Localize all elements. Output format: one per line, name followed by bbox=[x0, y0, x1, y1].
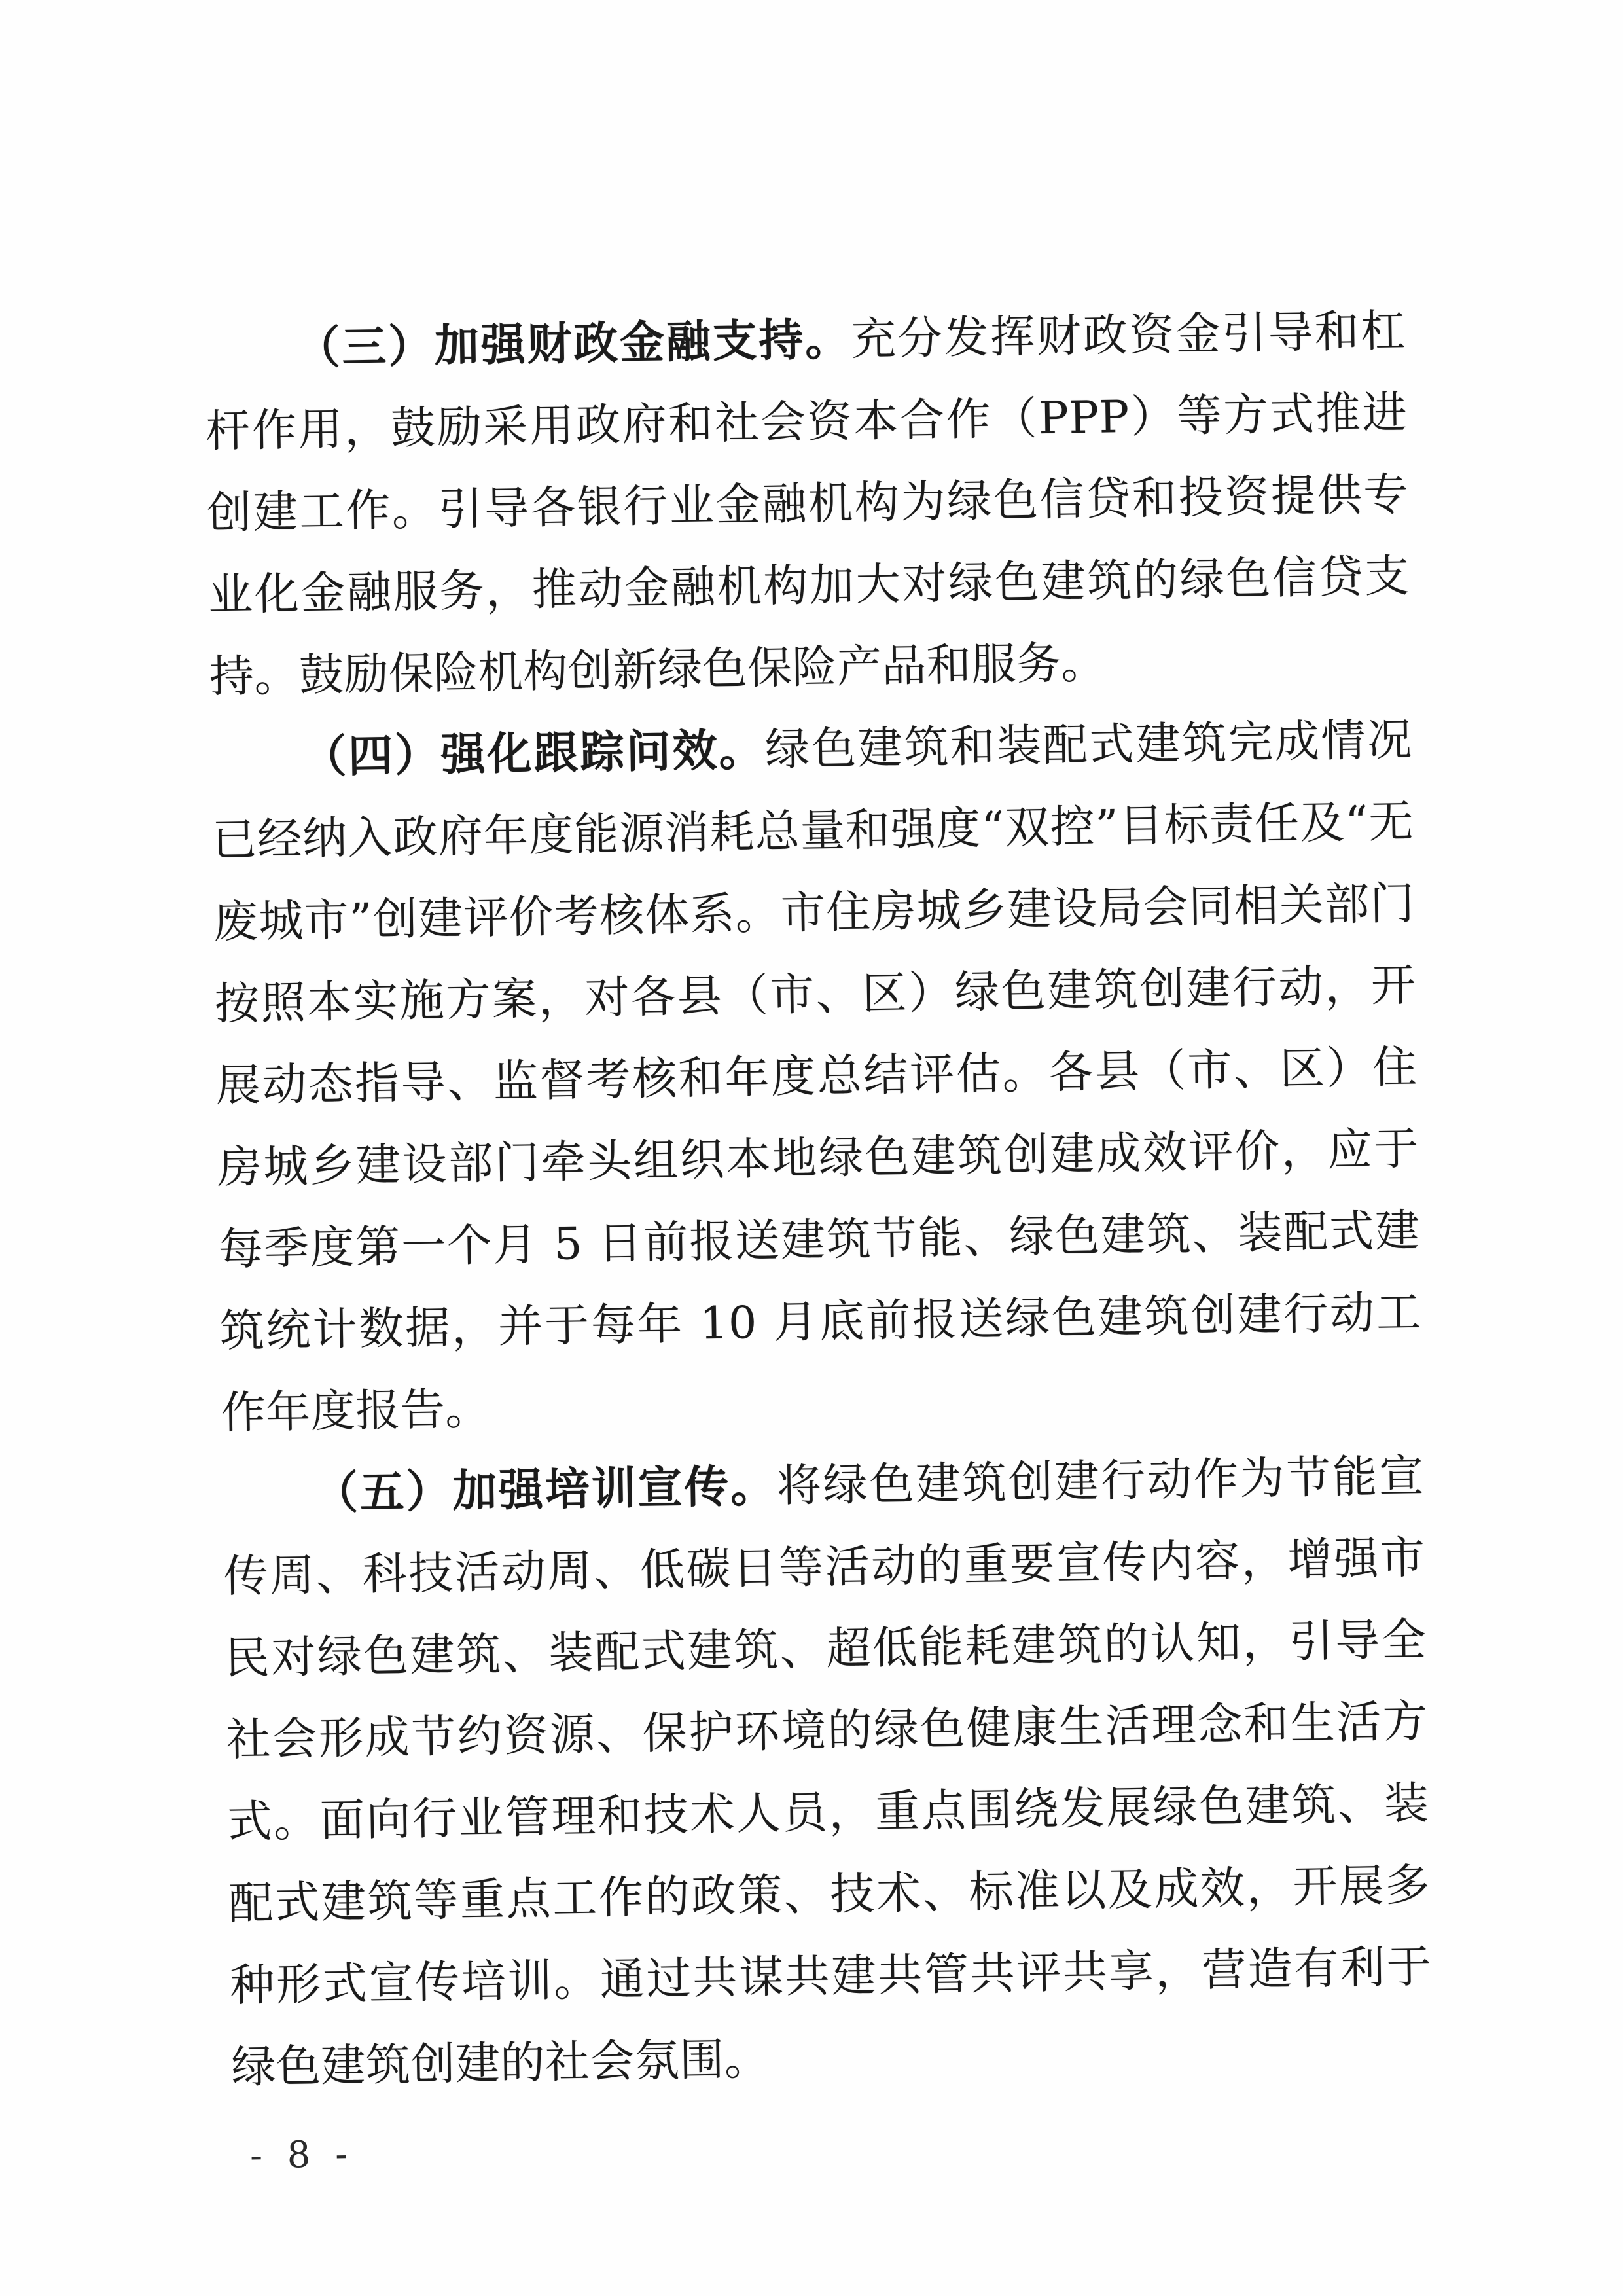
paragraph bbox=[222, 1435, 1433, 2109]
paragraph-lead: （四）强化跟踪问效。 bbox=[301, 723, 766, 783]
paragraph-body: 充分发挥财政资金引导和杠杆作用，鼓励采用政府和社会资本合作（PPP）等方式推进创建工作。引导各银行业金融机构为绿色信贷和投资提供专业化金融服务，推动金融机构加大对绿色建筑的绿色信贷支持。鼓励保险机构创新绿色保险产品和服务。 bbox=[205, 305, 1410, 704]
paragraph-body: 绿色建筑和装配式建筑完成情况已经纳入政府年度能源消耗总量和强度“双控”目标责任及“无废城市”创建评价考核体系。市住房城乡建设局会同相关部门按照本实施方案，对各县（市、区）绿色建筑创建行动，开展动态指导、监督考核和年度总结评估。各县（市、区）住房城乡建设部门牵头组织本地绿色建筑创建成效评价，应于每季度第一个月 5 日前报送建筑节能、绿色建筑、装配式建筑统计数据，并于每年 10 月底前报送绿色建筑创建行动工作年度报告。 bbox=[211, 714, 1422, 1439]
paragraph-lead: （五）加强培训宣传。 bbox=[313, 1460, 777, 1520]
paragraph bbox=[210, 699, 1423, 1454]
page-number: - 8 - bbox=[249, 2132, 355, 2178]
paragraph bbox=[204, 290, 1412, 718]
paragraph-lead: （三）加强财政金融支持。 bbox=[294, 313, 852, 374]
paragraph-body: 将绿色建筑创建行动作为节能宣传周、科技活动周、低碳日等活动的重要宣传内容，增强市民对绿色建筑、装配式建筑、超低能耗建筑的认知，引导全社会形成节约资源、保护环境的绿色健康生活理念和生活方式。面向行业管理和技术人员，重点围绕发展绿色建筑、装配式建筑等重点工作的政策、技术、标准以及成效，开展多种形式宣传培训。通过共谋共建共管共评共享，营造有利于绿色建筑创建的社会氛围。 bbox=[223, 1450, 1432, 2094]
document-text-block bbox=[204, 290, 1433, 2108]
